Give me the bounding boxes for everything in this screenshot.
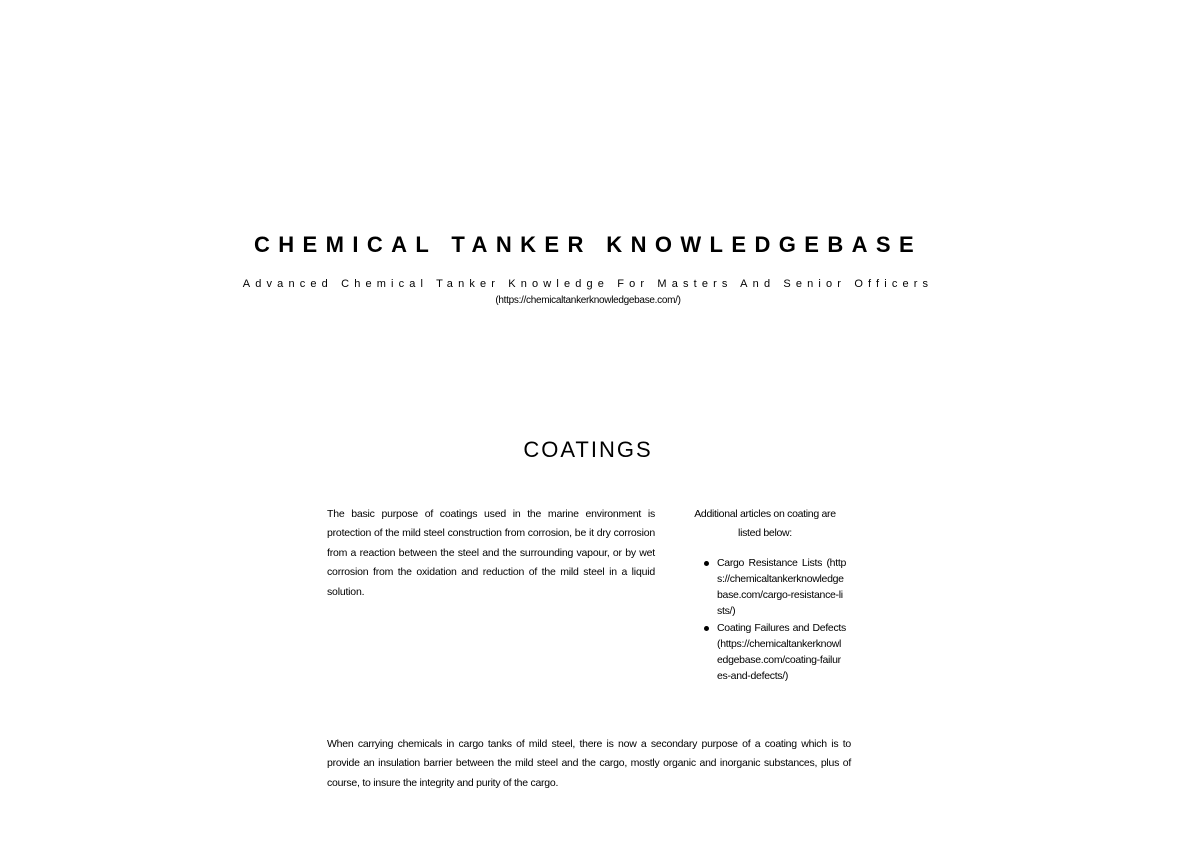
related-articles-panel xyxy=(684,505,846,684)
related-article-label[interactable]: Cargo Resistance Lists xyxy=(717,556,823,569)
related-article-item[interactable] xyxy=(684,620,846,685)
site-title[interactable]: CHEMICAL TANKER KNOWLEDGEBASE xyxy=(253,232,923,257)
intro-paragraph: The basic purpose of coatings used in the marine environment is protection of the mild steel construction from corrosion, be it dry corrosion from a reaction between the steel and the surrounding vapour, or by wet corrosion from the oxidation and reduction of the mild steel in a liquid solution. xyxy=(327,508,655,598)
related-articles-list xyxy=(684,555,846,685)
related-article-item[interactable] xyxy=(684,555,846,620)
related-article-url[interactable]: (https://chemicaltankerknowledgebase.com/cargo-resistance-lists/) xyxy=(717,556,846,618)
related-article-url[interactable]: (https://chemicaltankerknowledgebase.com/coating-failures-and-defects/) xyxy=(717,637,842,683)
bullet-icon xyxy=(704,626,709,631)
related-articles-intro: Additional articles on coating are listed below: xyxy=(694,508,836,540)
site-url-link[interactable]: (https://chemicaltankerknowledgebase.com/) xyxy=(495,295,681,306)
secondary-purpose-paragraph: When carrying chemicals in cargo tanks of mild steel, there is now a secondary purpose of a coating which is to provide an insulation barrier between the mild steel and the cargo, mostly organic and inorganic substances, plus of course, to insure the integrity and purity of the cargo. xyxy=(327,738,851,789)
bullet-icon xyxy=(704,561,709,566)
site-tagline: Advanced Chemical Tanker Knowledge For Masters And Senior Officers xyxy=(242,278,934,290)
page-title: COATINGS xyxy=(523,437,653,462)
related-article-label[interactable]: Coating Failures and Defects xyxy=(717,621,846,634)
